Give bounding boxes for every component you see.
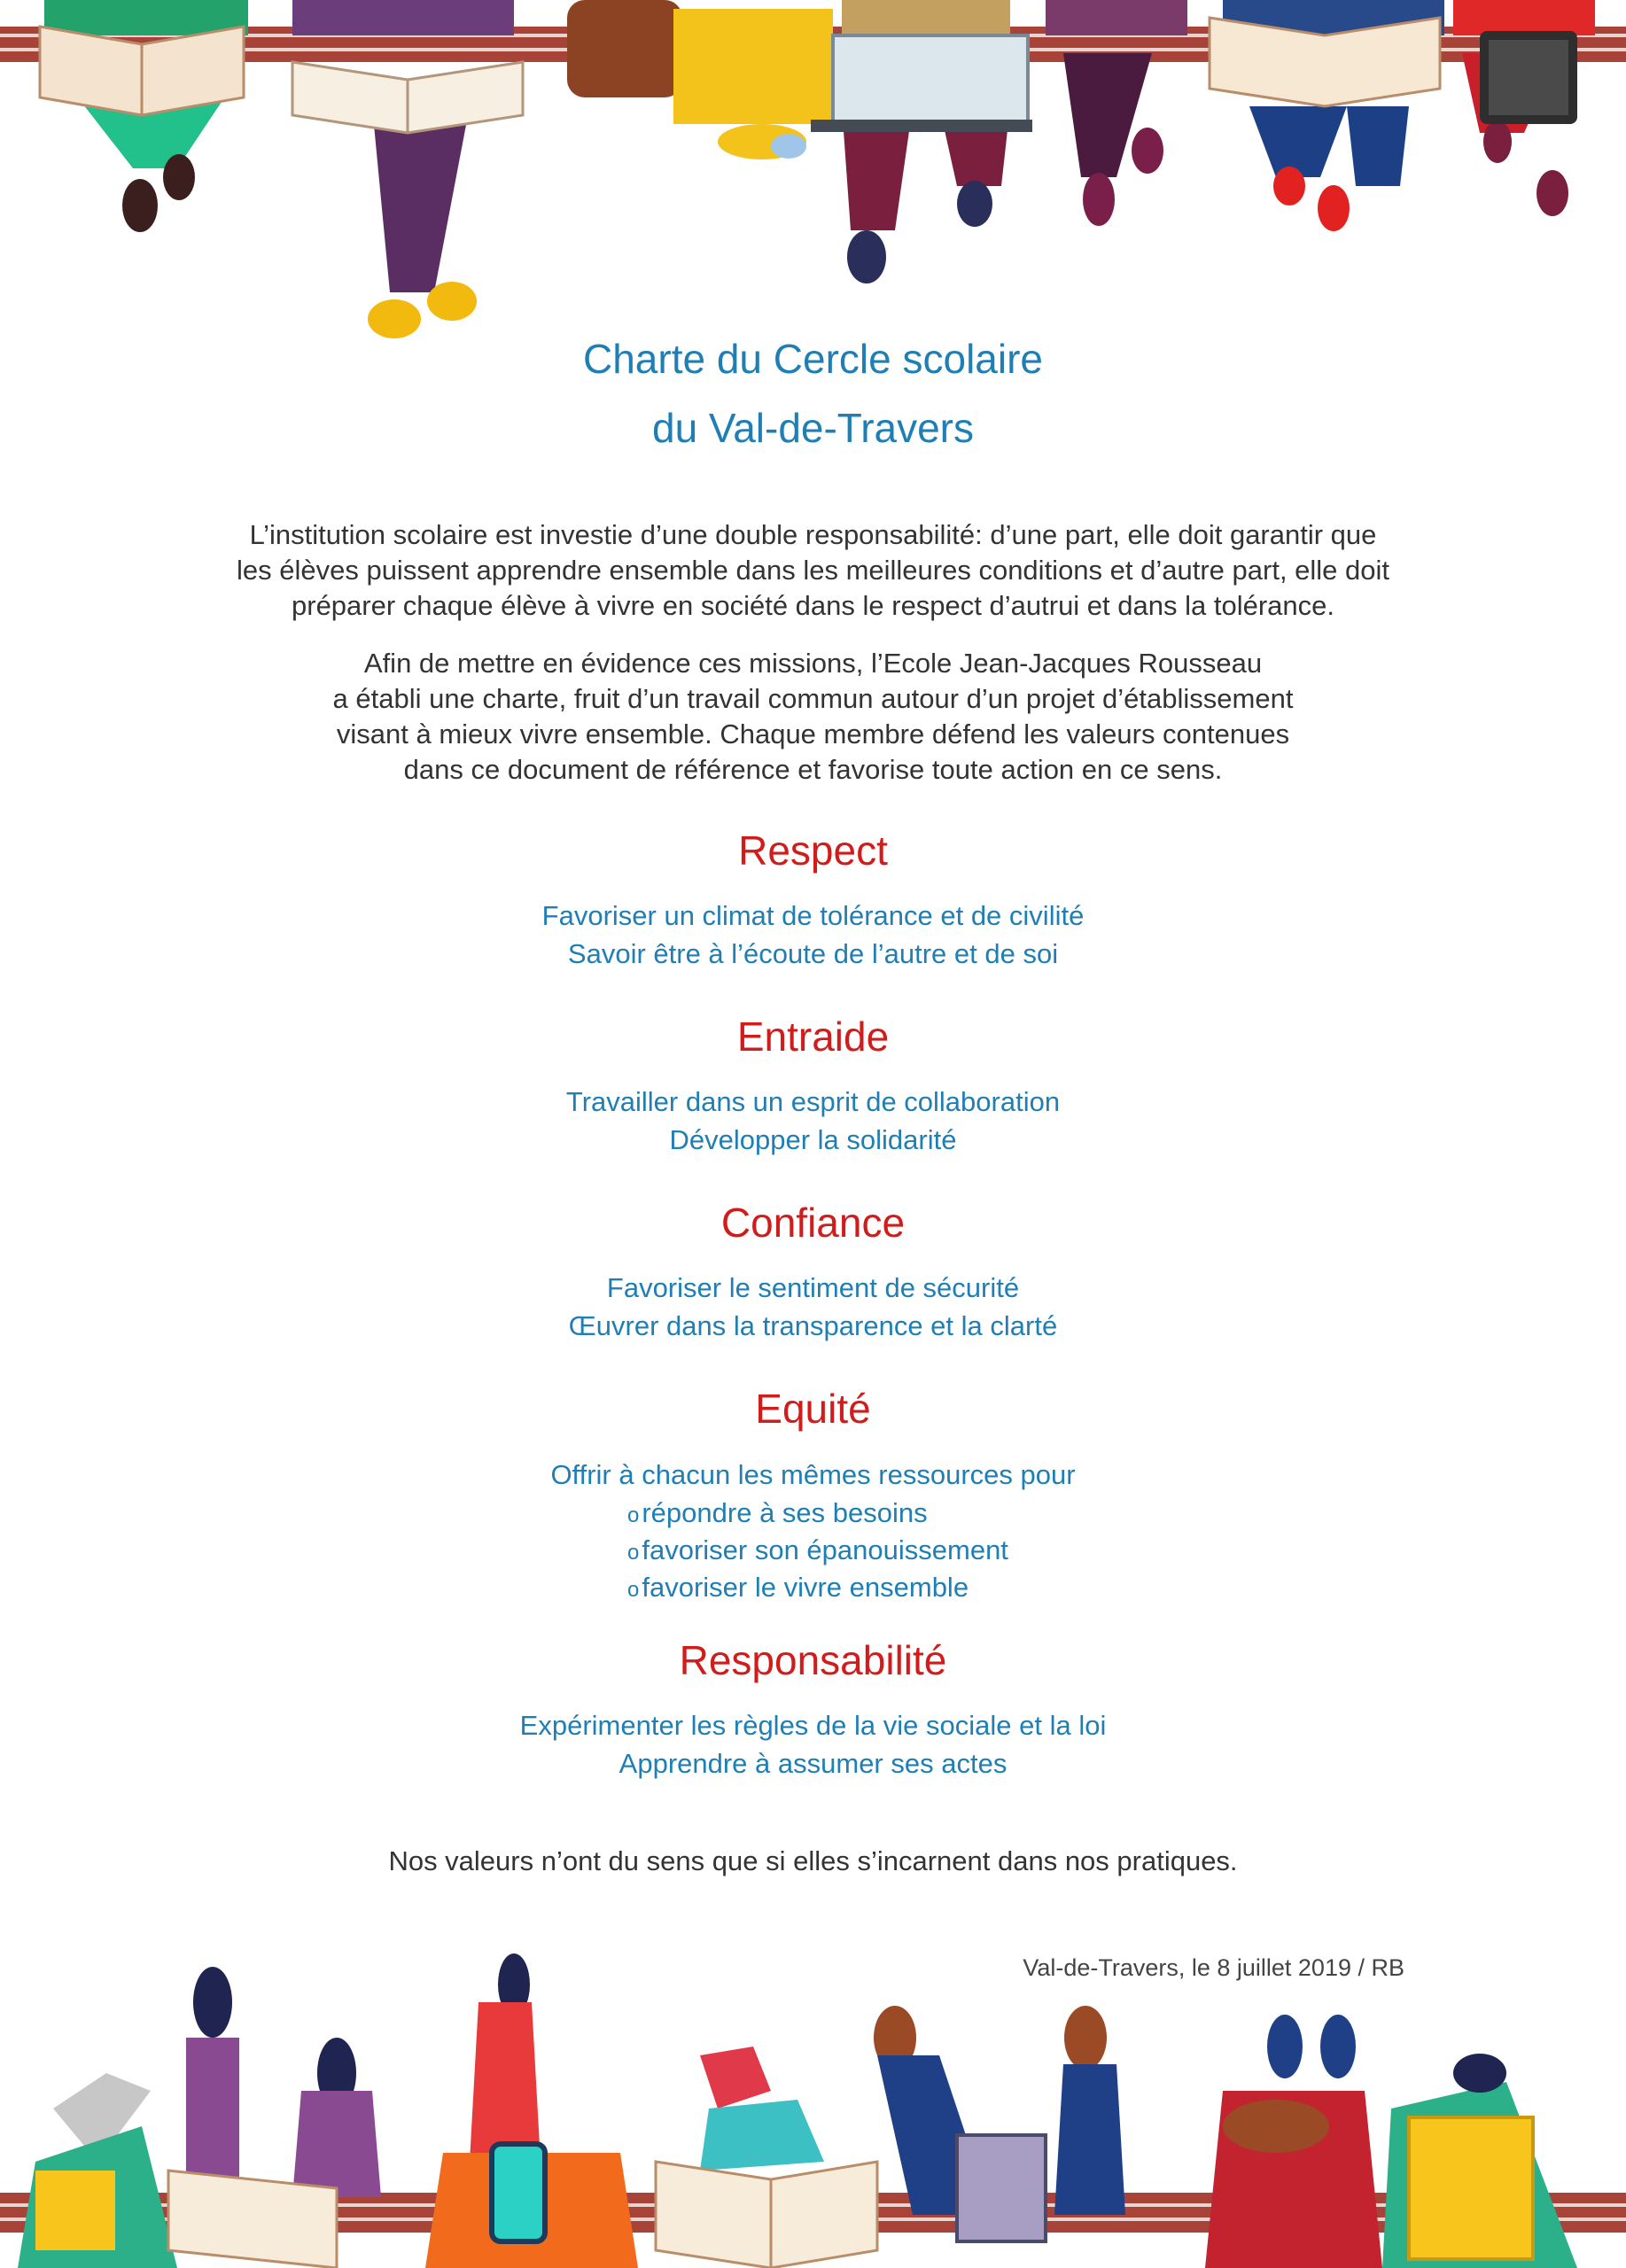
value-lines-respect: [0, 897, 1626, 973]
bottom-students-illustration: [0, 1936, 1626, 2268]
bullet-text: favoriser son épanouissement: [642, 1534, 1008, 1565]
value-line: Expérimenter les règles de la vie sociale et la loi: [519, 1710, 1107, 1741]
value-heading-entraide: Entraide: [736, 1014, 890, 1060]
list-item: [627, 1533, 1248, 1570]
list-item: [627, 1495, 1248, 1533]
bullet-text: répondre à ses besoins: [642, 1497, 928, 1528]
value-line: Savoir être à l’écoute de l’autre et de soi: [567, 938, 1059, 969]
intro-line: a établi une charte, fruit d’un travail commun autour d’un projet d’établissement: [332, 683, 1294, 714]
intro-line: préparer chaque élève à vivre en société dans le respect d’autrui et dans la tolérance.: [292, 590, 1334, 621]
top-students-illustration: [0, 0, 1626, 354]
value-heading-respect: Respect: [738, 827, 888, 874]
page-title-line1: Charte du Cercle scolaire: [582, 336, 1043, 382]
equite-bullet-list: [627, 1495, 1248, 1607]
value-line: Favoriser un climat de tolérance et de civilité: [541, 900, 1085, 931]
value-line: Apprendre à assumer ses actes: [619, 1748, 1007, 1779]
value-lines-confiance: [0, 1269, 1626, 1345]
value-line: Travailler dans un esprit de collaboration: [565, 1086, 1061, 1117]
signature-line: Val-de-Travers, le 8 juillet 2019 / RB: [1023, 1954, 1404, 1981]
value-lines-equite: [0, 1456, 1626, 1494]
value-line: Œuvrer dans la transparence et la clarté: [568, 1310, 1058, 1341]
bullet-text: favoriser le vivre ensemble: [642, 1572, 969, 1603]
closing-statement: Nos valeurs n’ont du sens que si elles s’incarnent dans nos pratiques.: [388, 1845, 1238, 1876]
value-line: Offrir à chacun les mêmes ressources pour: [550, 1459, 1076, 1490]
bullet-marker: o: [627, 1578, 640, 1602]
intro-line: visant à mieux vivre ensemble. Chaque membre défend les valeurs contenues: [336, 718, 1290, 750]
list-item: [627, 1570, 1248, 1607]
bullet-marker: o: [627, 1503, 640, 1527]
value-lines-responsabilite: [0, 1706, 1626, 1783]
value-lines-entraide: [0, 1083, 1626, 1159]
value-heading-responsabilite: Responsabilité: [679, 1637, 947, 1683]
intro-line: L’institution scolaire est investie d’une double responsabilité: d’une part, elle doit garantir que: [249, 519, 1377, 550]
intro-paragraph-1: [0, 517, 1626, 624]
value-line: Développer la solidarité: [669, 1124, 957, 1155]
value-heading-equite: Equité: [755, 1386, 871, 1432]
intro-line: dans ce document de référence et favorise toute action en ce sens.: [403, 754, 1223, 785]
bullet-marker: o: [627, 1541, 640, 1565]
intro-paragraph-2: [0, 646, 1626, 788]
page-title-line2: du Val-de-Travers: [651, 405, 974, 451]
value-heading-confiance: Confiance: [720, 1200, 906, 1246]
intro-line: les élèves puissent apprendre ensemble dans les meilleures conditions et d’autre part, elle doit: [236, 555, 1390, 586]
value-line: Favoriser le sentiment de sécurité: [606, 1272, 1020, 1303]
intro-line: Afin de mettre en évidence ces missions, l’Ecole Jean-Jacques Rousseau: [363, 648, 1263, 679]
